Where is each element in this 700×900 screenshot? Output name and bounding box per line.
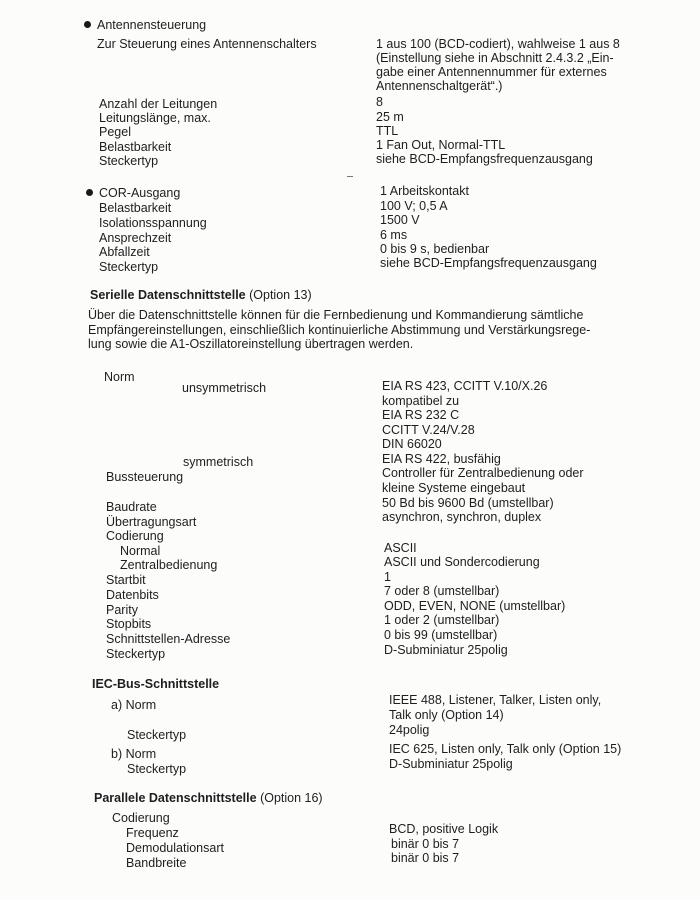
serial-section-title <box>90 288 312 302</box>
iec-value: IEC 625, Listen only, Talk only (Option 15) <box>389 742 622 756</box>
serial-value: kompatibel zu <box>382 394 460 408</box>
cor-label: Abfallzeit <box>99 245 150 259</box>
cor-value: siehe BCD-Empfangsfrequenzausgang <box>380 256 597 270</box>
serial-value: ASCII <box>384 541 417 555</box>
serial-label: Startbit <box>106 573 146 587</box>
serial-label: Zentralbedienung <box>120 558 218 572</box>
iec-value: Talk only (Option 14) <box>389 708 504 722</box>
scan-speck <box>347 176 353 177</box>
bullet-icon <box>86 189 93 196</box>
cor-value: 1500 V <box>380 213 420 227</box>
serial-value: EIA RS 422, busfähig <box>382 452 501 466</box>
serial-label: Normal <box>120 544 161 558</box>
serial-value: 1 <box>384 570 391 584</box>
iec-label: Steckertyp <box>127 728 187 742</box>
serial-label: Codierung <box>106 529 164 543</box>
serial-value: Controller für Zentralbedienung oder <box>382 466 584 480</box>
serial-label: Datenbits <box>106 588 159 602</box>
antenna-heading: Antennensteuerung <box>97 18 207 32</box>
serial-title: Serielle Datenschnittstelle <box>90 288 246 302</box>
parallel-label: Codierung <box>112 811 170 825</box>
serial-label: Parity <box>106 603 138 617</box>
antenna-label: Belastbarkeit <box>99 140 172 154</box>
serial-value: ODD, EVEN, NONE (umstellbar) <box>384 599 566 613</box>
antenna-label: Steckertyp <box>99 154 159 168</box>
parallel-title: Parallele Datenschnittstelle <box>94 791 257 805</box>
parallel-label: Frequenz <box>126 826 179 840</box>
serial-value: DIN 66020 <box>382 437 442 451</box>
serial-value: kleine Systeme eingebaut <box>382 481 526 495</box>
serial-label: Norm <box>104 370 135 384</box>
antenna-value: 8 <box>376 95 383 109</box>
antenna-value: siehe BCD-Empfangsfrequenzausgang <box>376 152 593 166</box>
parallel-section-title <box>94 791 323 805</box>
bullet-icon <box>84 21 91 28</box>
serial-value: asynchron, synchron, duplex <box>382 510 542 524</box>
serial-label: unsymmetrisch <box>182 381 267 395</box>
iec-label: Steckertyp <box>127 762 187 776</box>
serial-option: (Option 13) <box>249 288 312 302</box>
serial-label: Übertragungsart <box>106 515 197 529</box>
serial-description <box>88 308 668 352</box>
cor-value: 100 V; 0,5 A <box>380 199 448 213</box>
iec-value: IEEE 488, Listener, Talker, Listen only, <box>389 693 602 707</box>
cor-value: 6 ms <box>380 228 408 242</box>
serial-label: Steckertyp <box>106 647 166 661</box>
iec-value: D-Subminiatur 25polig <box>389 757 513 771</box>
cor-label: Isolationsspannung <box>99 216 207 230</box>
serial-label: Bussteuerung <box>106 470 184 484</box>
serial-value: ASCII und Sondercodierung <box>384 555 540 569</box>
serial-value: EIA RS 232 C <box>382 408 460 422</box>
serial-label: Baudrate <box>106 500 157 514</box>
serial-value: 0 bis 99 (umstellbar) <box>384 628 498 642</box>
antenna-value: Antennenschaltgerät“.) <box>376 79 503 93</box>
cor-label: Steckertyp <box>99 260 159 274</box>
cor-value: 1 Arbeitskontakt <box>380 184 469 198</box>
serial-value: 7 oder 8 (umstellbar) <box>384 584 500 598</box>
paragraph-line: lung sowie die A1-Oszillatoreinstellung übertragen werden. <box>88 337 414 351</box>
antenna-value: gabe einer Antennennummer für externes <box>376 65 607 79</box>
iec-value: 24polig <box>389 723 430 737</box>
antenna-label: Pegel <box>99 125 131 139</box>
serial-value: 50 Bd bis 9600 Bd (umstellbar) <box>382 496 554 510</box>
serial-label: symmetrisch <box>183 455 254 469</box>
paragraph-line: Über die Datenschnittstelle können für die Fernbedienung und Kommandierung sämtliche <box>88 308 584 322</box>
iec-label: b) Norm <box>111 747 157 761</box>
serial-value: CCITT V.24/V.28 <box>382 423 475 437</box>
cor-heading: COR-Ausgang <box>99 186 181 200</box>
serial-label: Stopbits <box>106 617 152 631</box>
serial-value: D-Subminiatur 25polig <box>384 643 508 657</box>
parallel-value: binär 0 bis 7 <box>391 837 460 851</box>
antenna-label: Anzahl der Leitungen <box>99 97 218 111</box>
parallel-label: Bandbreite <box>126 856 187 870</box>
parallel-value: BCD, positive Logik <box>389 822 499 836</box>
antenna-value: 1 aus 100 (BCD-codiert), wahlweise 1 aus 8 <box>376 37 620 51</box>
paragraph-line: Empfängereinstellungen, einschließlich kontinuierliche Abstimmung und Verstärkungsrege- <box>88 322 591 337</box>
antenna-label: Leitungslänge, max. <box>99 111 211 125</box>
antenna-value: 25 m <box>376 110 404 124</box>
parallel-option: (Option 16) <box>260 791 323 805</box>
cor-label: Belastbarkeit <box>99 201 172 215</box>
parallel-value: binär 0 bis 7 <box>391 851 460 865</box>
antenna-label: Zur Steuerung eines Antennenschalters <box>97 37 317 51</box>
cor-value: 0 bis 9 s, bedienbar <box>380 242 490 256</box>
parallel-label: Demodulationsart <box>126 841 224 855</box>
serial-value: 1 oder 2 (umstellbar) <box>384 613 500 627</box>
antenna-value: TTL <box>376 124 399 138</box>
iec-label: a) Norm <box>111 698 157 712</box>
serial-value: EIA RS 423, CCITT V.10/X.26 <box>382 379 548 393</box>
antenna-value: 1 Fan Out, Normal-TTL <box>376 138 506 152</box>
cor-label: Ansprechzeit <box>99 231 172 245</box>
iec-title: IEC-Bus-Schnittstelle <box>92 677 220 691</box>
antenna-value: (Einstellung siehe in Abschnitt 2.4.3.2 „Ein- <box>376 51 614 65</box>
serial-label: Schnittstellen-Adresse <box>106 632 231 646</box>
